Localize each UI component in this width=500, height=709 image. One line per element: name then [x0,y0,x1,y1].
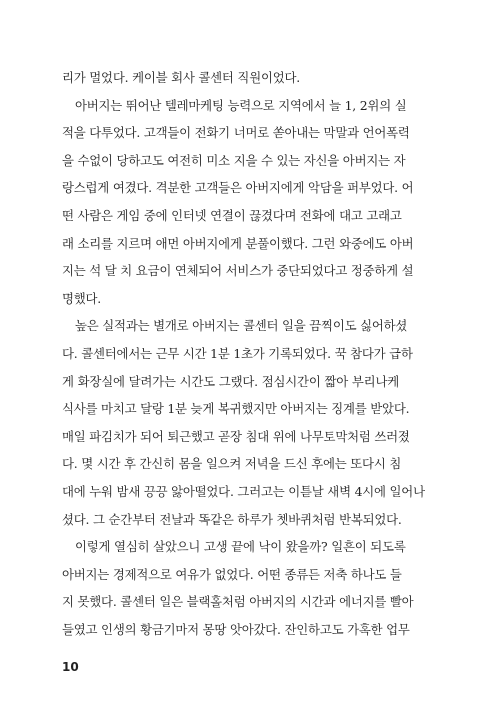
text-line: 게 화장실에 달려가는 시간도 그랬다. 점심시간이 짧아 부리나케 [62,373,399,389]
text-line: 들였고 인생의 황금기마저 몽땅 앗아갔다. 잔인하고도 가혹한 업무 [62,621,410,637]
paragraph [62,312,425,533]
body-text [62,64,425,643]
text-line: 아버지는 뛰어난 텔레마케팅 능력으로 지역에서 늘 1, 2위의 실 [75,97,407,113]
text-line: 대에 누워 밤새 끙끙 앓아떨었다. 그러고는 이튿날 새벽 4시에 일어나 [62,483,425,499]
text-line: 셨다. 그 순간부터 전날과 똑같은 하루가 쳇바퀴처럼 반복되었다. [62,511,402,527]
text-line: 다. 몇 시간 후 간신히 몸을 일으켜 저녁을 드신 후에는 또다시 침 [62,456,402,472]
paragraph [62,533,414,643]
text-line: 매일 파김치가 되어 퇴근했고 곧장 침대 위에 나무토막처럼 쓰러졌 [62,428,410,444]
text-line: 랑스럽게 여겼다. 격분한 고객들은 아버지에게 악담을 퍼부었다. 어 [62,180,414,196]
text-line: 래 소리를 지르며 애먼 아버지에게 분풀이했다. 그런 와중에도 아버 [62,235,414,251]
text-line: 지 못했다. 콜센터 일은 블랙홀처럼 아버지의 시간과 에너지를 빨아 [62,594,414,610]
text-line: 다. 콜센터에서는 근무 시간 1분 1초가 기록되었다. 꾹 참다가 급하 [62,345,413,361]
text-line: 명했다. [62,290,102,306]
text-line: 식사를 마치고 달랑 1분 늦게 복귀했지만 아버지는 징계를 받았다. [62,401,410,417]
text-line: 리가 멀었다. 케이블 회사 콜센터 직원이었다. [62,70,301,85]
text-line: 떤 사람은 게임 중에 인터넷 연결이 끊겼다며 전화에 대고 고래고 [62,207,402,223]
paragraph [62,92,414,313]
text-line: 지는 석 달 치 요금이 연체되어 서비스가 중단되었다고 정중하게 설 [62,263,414,279]
text-line: 높은 실적과는 별개로 아버지는 콜센터 일을 끔찍이도 싫어하셨 [75,318,408,334]
paragraph [62,64,399,92]
text-line: 적을 다투었다. 고객들이 전화기 너머로 쏟아내는 막말과 언어폭력 [62,125,410,141]
text-line: 을 수없이 당하고도 여전히 미소 지을 수 있는 자신을 아버지는 자 [62,152,406,168]
page-number: 10 [62,660,79,674]
text-line: 이렇게 열심히 살았으니 고생 끝에 낙이 왔을까? 일흔이 되도록 [75,539,406,555]
text-line: 아버지는 경제적으로 여유가 없었다. 어떤 종류든 저축 하나도 들 [62,566,402,582]
